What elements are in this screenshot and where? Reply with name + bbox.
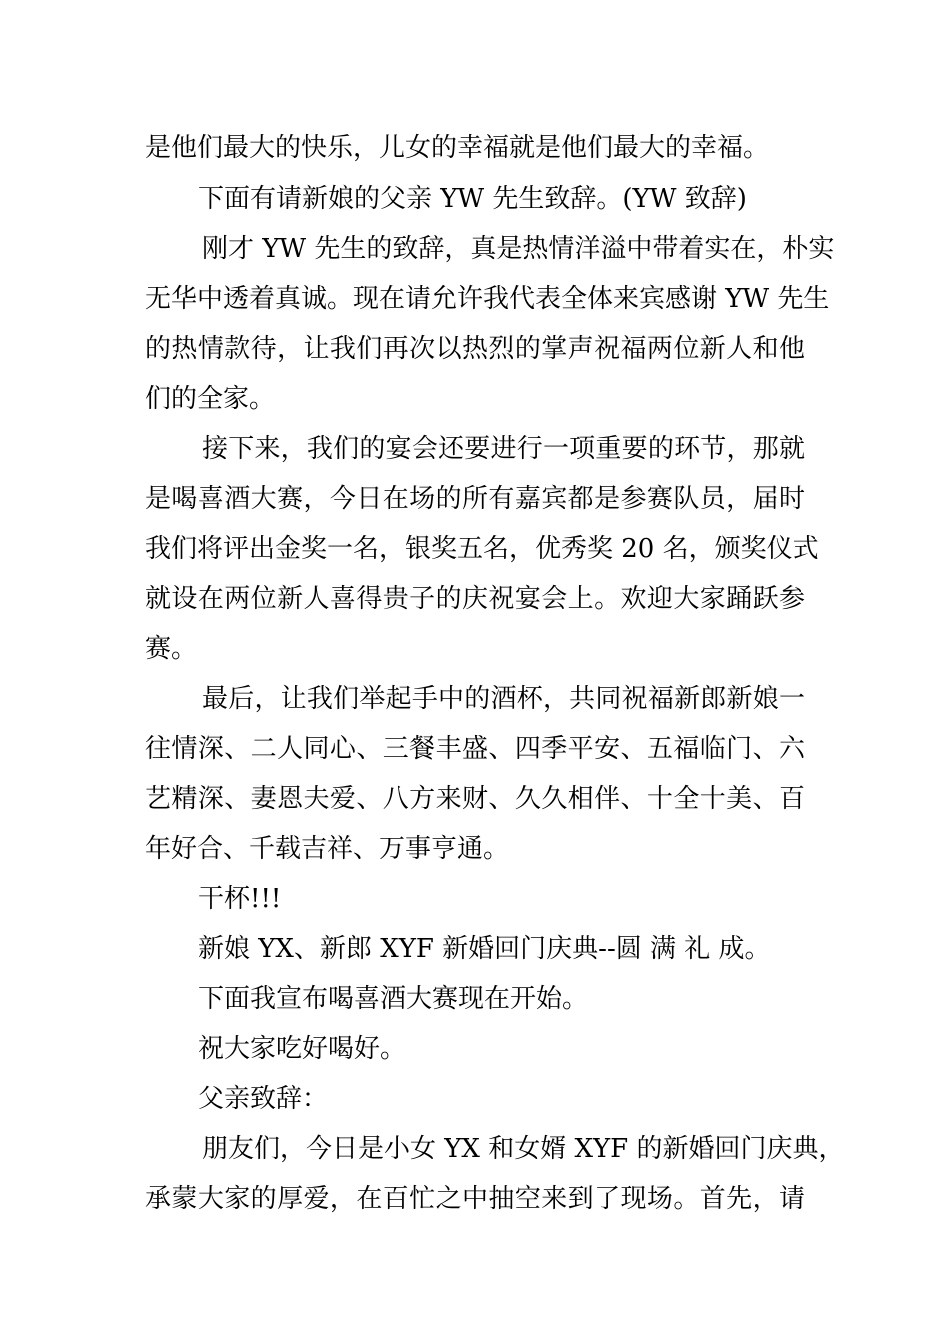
text-line: 无华中透着真诚。现在请允许我代表全体来宾感谢 YW 先生 [145,284,830,314]
text-line: 祝大家吃好喝好。 [198,1034,407,1064]
text-line: 年好合、千载吉祥、万事亨通。 [145,834,510,864]
text-line: 们的全家。 [145,384,276,414]
text-line: 接下来，我们的宴会还要进行一项重要的环节，那就 [202,434,805,464]
text-line: 新娘 YX、新郎 XYF 新婚回门庆典--圆 满 礼 成。 [198,934,771,964]
text-line: 朋友们，今日是小女 YX 和女婿 XYF 的新婚回门庆典， [202,1134,845,1164]
text-line: 干杯!!! [198,884,282,914]
text-line: 艺精深、妻恩夫爱、八方来财、久久相伴、十全十美、百 [145,784,805,814]
text-line: 父亲致辞： [198,1084,329,1114]
text-line: 赛。 [145,634,198,664]
text-line: 最后，让我们举起手中的酒杯，共同祝福新郎新娘一 [202,684,805,714]
text-line: 下面我宣布喝喜酒大赛现在开始。 [198,984,589,1014]
text-line: 的热情款待，让我们再次以热烈的掌声祝福两位新人和他 [145,334,805,364]
text-line: 是他们最大的快乐，儿女的幸福就是他们最大的幸福。 [145,133,770,163]
text-line: 往情深、二人同心、三餐丰盛、四季平安、五福临门、六 [145,734,805,764]
text-line: 是喝喜酒大赛，今日在场的所有嘉宾都是参赛队员，届时 [145,484,805,514]
text-line: 刚才 YW 先生的致辞，真是热情洋溢中带着实在，朴实 [202,234,835,264]
text-line: 我们将评出金奖一名，银奖五名，优秀奖 20 名，颁奖仪式 [145,534,819,564]
text-line: 承蒙大家的厚爱，在百忙之中抽空来到了现场。首先，请 [145,1184,805,1214]
text-line: 就设在两位新人喜得贵子的庆祝宴会上。欢迎大家踊跃参 [145,584,805,614]
text-line: 下面有请新娘的父亲 YW 先生致辞。(YW 致辞) [198,184,747,214]
